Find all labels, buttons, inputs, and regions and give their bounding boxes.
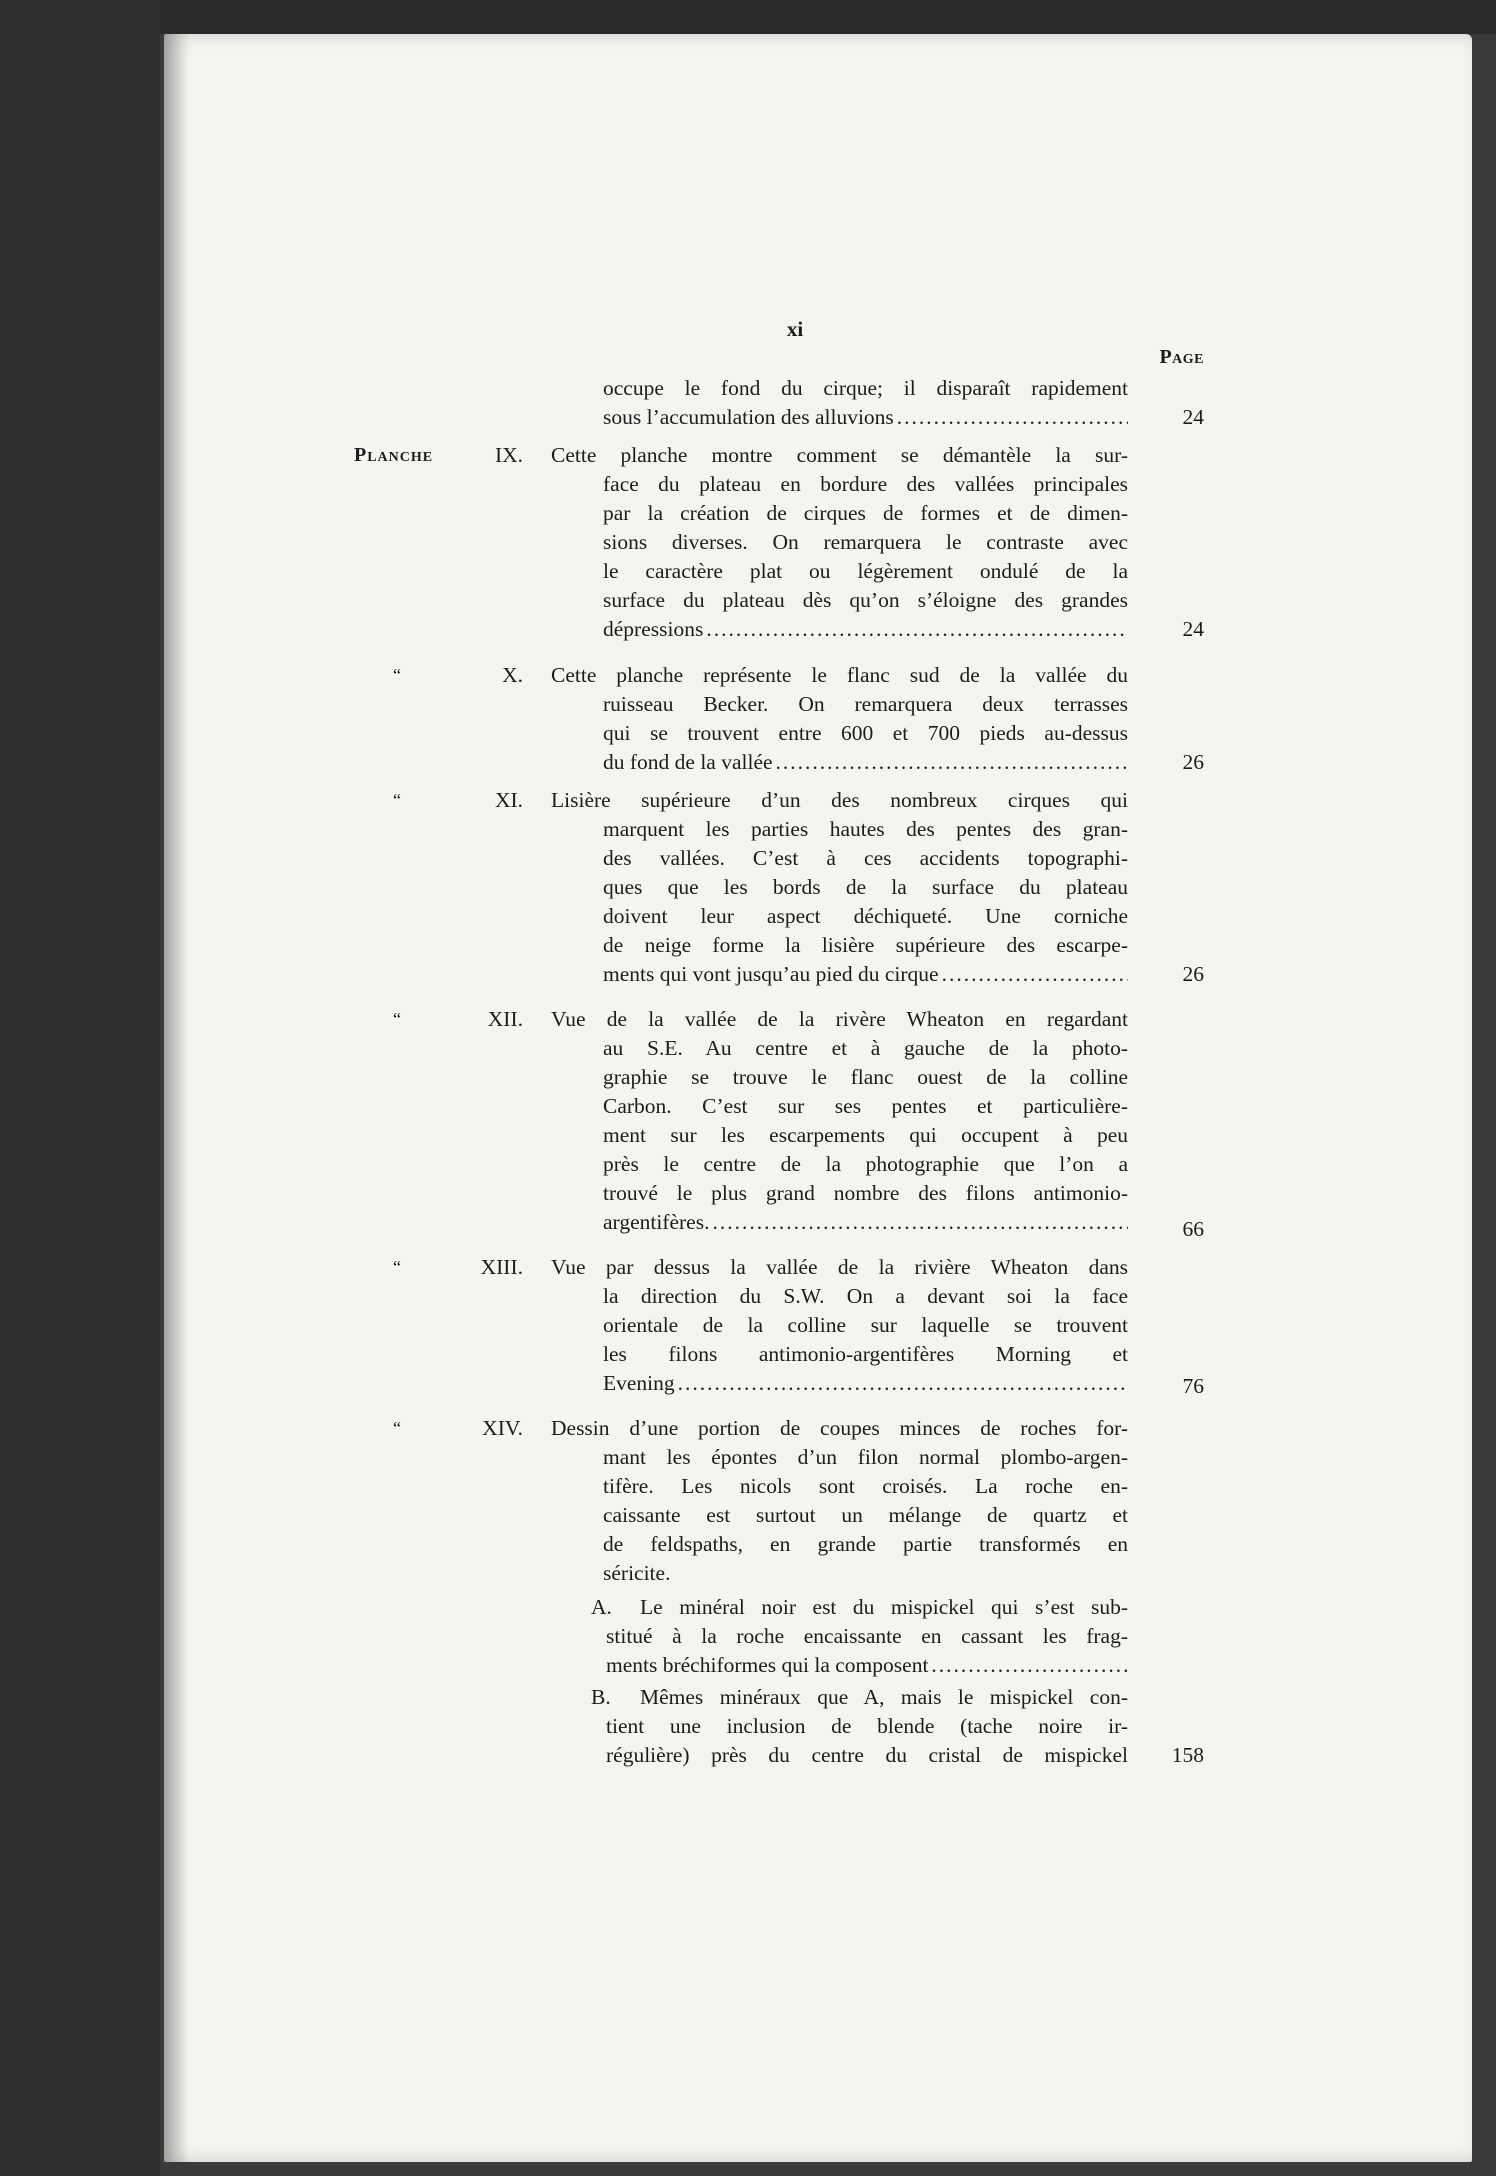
entry-line-text: argentifères. [603, 1210, 710, 1234]
entry-line: Vue de la vallée de la rivère Wheaton en regardant [551, 1007, 1128, 1031]
entry-line: doivent leur aspect déchiqueté. Une corniche [603, 904, 1128, 928]
plate-numeral: X. [502, 663, 523, 687]
entry-page-number: 26 [1182, 750, 1204, 774]
entry-line: des vallées. C’est à ces accidents topographi- [603, 846, 1128, 870]
entry-line: trouvé le plus grand nombre des filons antimonio- [603, 1181, 1128, 1205]
scan-border-left [0, 0, 160, 2176]
dot-leader [776, 748, 1128, 777]
entry-line: de neige forme la lisière supérieure des escarpe- [603, 933, 1128, 957]
subitem-line: Mêmes minéraux que A, mais le mispickel con- [640, 1685, 1128, 1709]
dot-leader [712, 1208, 1128, 1237]
entry-line: mant les épontes d’un filon normal plombo-argen- [603, 1445, 1128, 1469]
entry-line: la direction du S.W. On a devant soi la face [603, 1284, 1128, 1308]
subitem-line-text: ments bréchiformes qui la composent [606, 1653, 929, 1677]
entry-line: le caractère plat ou légèrement ondulé de la [603, 559, 1128, 583]
entry-line-text: sous l’accumulation des alluvions [603, 405, 894, 429]
entry-line: séricite. [603, 1561, 671, 1585]
plate-numeral: XIII. [480, 1255, 523, 1279]
gutter-shadow [164, 34, 190, 2162]
entry-line: Vue par dessus la vallée de la rivière Wheaton dans [551, 1255, 1128, 1279]
entry-line-with-leader [603, 1208, 1128, 1237]
scan-border-top [0, 0, 1496, 34]
ditto-mark: “ [393, 665, 401, 685]
entry-line: tifère. Les nicols sont croisés. La roche en- [603, 1474, 1128, 1498]
ditto-mark: “ [393, 1257, 401, 1277]
entry-line-text: dépressions [603, 617, 704, 641]
entry-line: marquent les parties hautes des pentes des gran- [603, 817, 1128, 841]
entry-line: caissante est surtout un mélange de quartz et [603, 1503, 1128, 1527]
entry-line-with-leader [603, 960, 1128, 989]
entry-line-text: ments qui vont jusqu’au pied du cirque [603, 962, 939, 986]
folio-number: xi [786, 317, 804, 341]
subitem-line: tient une inclusion de blende (tache noire ir- [606, 1714, 1128, 1738]
plate-numeral: XI. [494, 788, 523, 812]
entry-line: Cette planche représente le flanc sud de la vallée du [551, 663, 1128, 687]
entry-line-text: Evening [603, 1371, 675, 1395]
entry-line: qui se trouvent entre 600 et 700 pieds au-dessus [603, 721, 1128, 745]
entry-line: orientale de la colline sur laquelle se trouvent [603, 1313, 1128, 1337]
dot-leader [942, 960, 1128, 989]
entry-line: graphie se trouve le flanc ouest de la colline [603, 1065, 1128, 1089]
subitem-line: régulière) près du centre du cristal de mispickel [606, 1743, 1128, 1767]
entry-line: par la création de cirques de formes et de dimen- [603, 501, 1128, 525]
entry-line: ment sur les escarpements qui occupent à peu [603, 1123, 1128, 1147]
entry-page-number: 24 [1182, 405, 1204, 429]
plate-numeral: XII. [487, 1007, 523, 1031]
entry-line: Cette planche montre comment se démantèle la sur- [551, 443, 1128, 467]
ditto-mark: “ [393, 790, 401, 810]
plate-numeral: IX. [494, 443, 523, 467]
entry-line: sions diverses. On remarquera le contraste avec [603, 530, 1128, 554]
subitem-line-with-leader [606, 1651, 1128, 1680]
entry-line-text: du fond de la vallée [603, 750, 773, 774]
entry-line-with-leader [603, 1369, 1128, 1398]
entry-line: les filons antimonio-argentifères Morning et [603, 1342, 1128, 1366]
entry-line-with-leader [603, 748, 1128, 777]
dot-leader [931, 1651, 1128, 1680]
entry-line: près le centre de la photographie que l’on a [603, 1152, 1128, 1176]
entry-page-number: 66 [1182, 1217, 1204, 1241]
dot-leader [706, 615, 1128, 644]
subitem-line: stitué à la roche encaissante en cassant les frag- [606, 1624, 1128, 1648]
entry-line: occupe le fond du cirque; il disparaît rapidement [603, 376, 1128, 400]
entry-line: ruisseau Becker. On remarquera deux terrasses [603, 692, 1128, 716]
entry-line: ques que les bords de la surface du plateau [603, 875, 1128, 899]
subitem-line: Le minéral noir est du mispickel qui s’est sub- [640, 1595, 1128, 1619]
ditto-mark: “ [393, 1009, 401, 1029]
entry-page-number: 24 [1182, 617, 1204, 641]
entry-line: surface du plateau dès qu’on s’éloigne des grandes [603, 588, 1128, 612]
subitem-marker: A. [591, 1595, 612, 1619]
entry-line-with-leader [603, 615, 1128, 644]
entry-line: Dessin d’une portion de coupes minces de roches for- [551, 1416, 1128, 1440]
ditto-mark: “ [393, 1418, 401, 1438]
subitem-marker: B. [591, 1685, 611, 1709]
entry-page-number: 76 [1182, 1374, 1204, 1398]
entry-line-with-leader [603, 403, 1128, 432]
entry-line: face du plateau en bordure des vallées principales [603, 472, 1128, 496]
plate-label: Planche [354, 444, 434, 466]
entry-page-number: 158 [1171, 1743, 1204, 1767]
plate-numeral: XIV. [482, 1416, 523, 1440]
dot-leader [678, 1369, 1128, 1398]
dot-leader [897, 403, 1128, 432]
entry-line: Carbon. C’est sur ses pentes et particulière- [603, 1094, 1128, 1118]
entry-line: au S.E. Au centre et à gauche de la photo- [603, 1036, 1128, 1060]
entry-line: de feldspaths, en grande partie transformés en [603, 1532, 1128, 1556]
entry-page-number: 26 [1182, 962, 1204, 986]
entry-line: Lisière supérieure d’un des nombreux cirques qui [551, 788, 1128, 812]
page-column-heading: Page [1159, 346, 1204, 368]
